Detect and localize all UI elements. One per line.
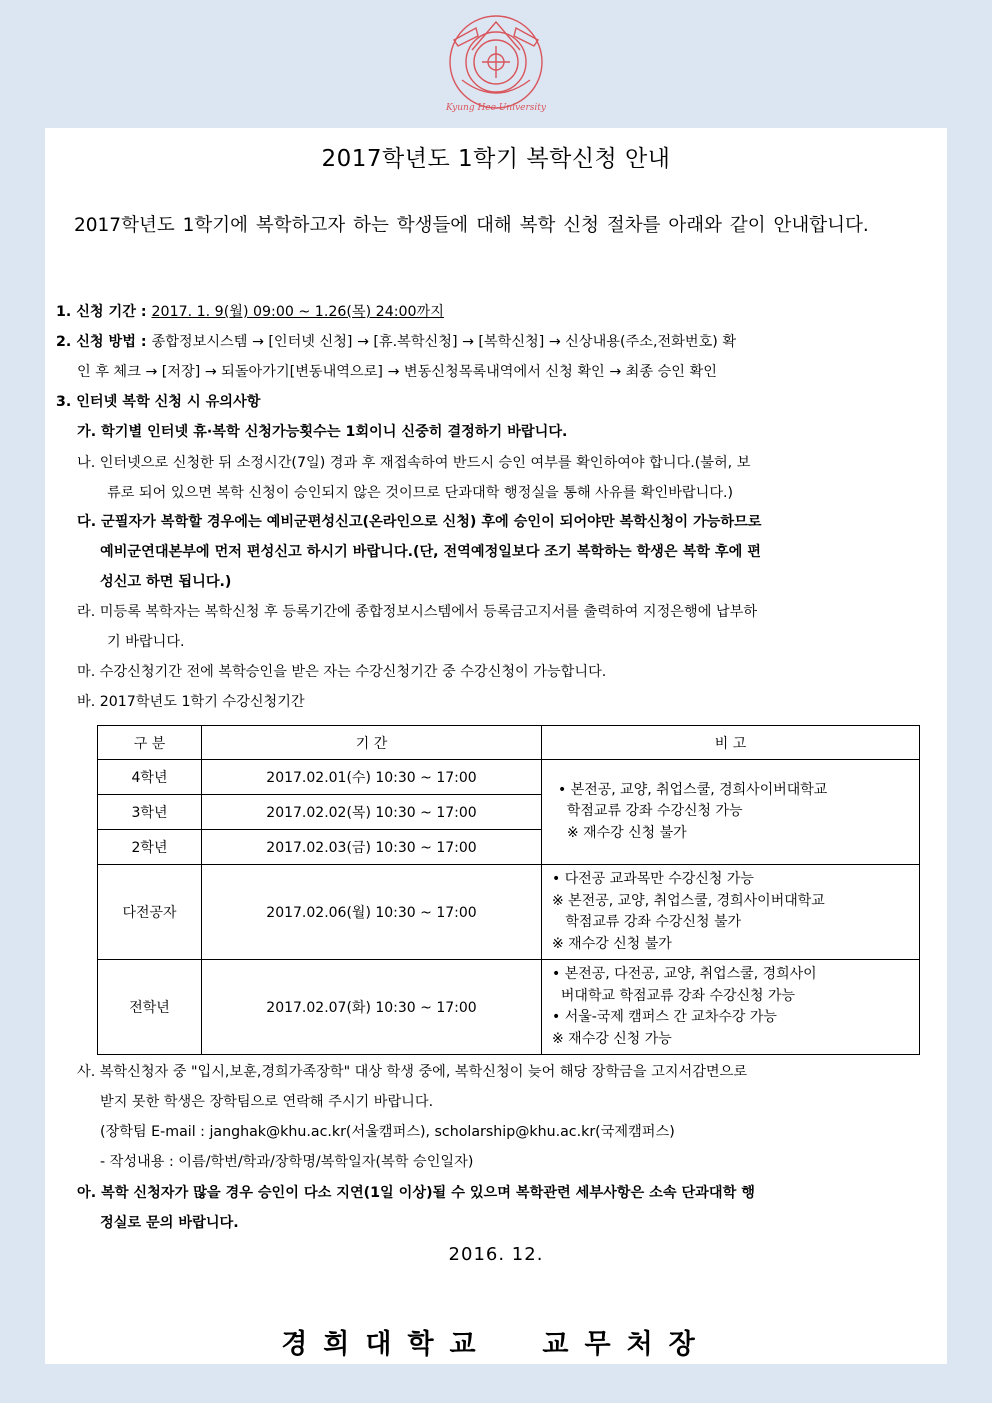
caution-da-3: 성신고 하면 됩니다.) <box>100 574 232 590</box>
caution-ma: 마. 수강신청기간 전에 복학승인을 받은 자는 수강신청기간 중 수강신청이 가능합니다. <box>77 664 607 680</box>
page-title: 2017학년도 1학기 복학신청 안내 <box>321 146 671 172</box>
method-line-1 <box>56 332 736 352</box>
caution-ra-1: 라. 미등록 복학자는 복학신청 후 등록기간에 종합정보시스템에서 등록금고지서를 출력하여 지정은행에 납부하 <box>77 604 758 620</box>
row-group: 4학년 <box>98 760 202 795</box>
caution-a-1: 아. 복학 신청자가 많을 경우 승인이 다소 지연(1일 이상)될 수 있으며 복학관련 세부사항은 소속 단과대학 행 <box>77 1185 755 1201</box>
caution-a-2: 정실로 문의 바랍니다. <box>100 1215 239 1231</box>
method-label: 2. 신청 방법 : <box>56 334 152 350</box>
note-line: 버대학교 학점교류 강좌 수강신청 가능 <box>552 987 796 1004</box>
row-group: 전학년 <box>98 960 202 1055</box>
notice-date: 2016. 12. <box>448 1244 544 1265</box>
table-header-row <box>98 726 920 760</box>
caution-ga: 가. 학기별 인터넷 휴·복학 신청가능횟수는 1회이니 신중히 결정하기 바랍니다. <box>77 424 568 440</box>
period-label: 1. 신청 기간 : <box>56 304 152 320</box>
header-group: 구 분 <box>98 726 202 760</box>
caution-na-1: 나. 인터넷으로 신청한 뒤 소정시간(7일) 경과 후 재접속하여 반드시 승인 여부를 확인하여야 합니다.(불허, 보 <box>77 455 751 471</box>
table-row <box>98 960 920 1055</box>
notes-multi-major <box>542 865 920 960</box>
intro-paragraph: 2017학년도 1학기에 복학하고자 하는 학생들에 대해 복학 신청 절차를 아래와 같이 안내합니다. <box>74 215 869 236</box>
caution-ra-2: 기 바랍니다. <box>107 634 185 650</box>
note-line: ※ 본전공, 교양, 취업스쿨, 경희사이버대학교 <box>552 892 825 909</box>
note-line: 학점교류 강좌 수강신청 가능 <box>558 803 743 820</box>
period-line <box>56 302 444 322</box>
row-period: 2017.02.03(금) 10:30 ~ 17:00 <box>202 830 542 865</box>
header-period: 기 간 <box>202 726 542 760</box>
note-line: 학점교류 강좌 수강신청 불가 <box>552 914 741 930</box>
note-line: • 서울-국제 캠퍼스 간 교차수강 가능 <box>552 1009 777 1025</box>
scholarship-content-line: - 작성내용 : 이름/학번/학과/장학명/복학일자(복학 승인일자) <box>100 1154 474 1170</box>
caution-na-2: 류로 되어 있으면 복학 신청이 승인되지 않은 것이므로 단과대학 행정실을 통해 사유를 확인바랍니다.) <box>107 485 734 501</box>
caution-sa-1: 사. 복학신청자 중 "입시,보훈,경희가족장학" 대상 학생 중에, 복학신청이 늦어 해당 장학금을 고지서감면으로 <box>77 1064 748 1080</box>
row-group: 다전공자 <box>98 865 202 960</box>
cautions-heading: 3. 인터넷 복학 신청 시 유의사항 <box>56 394 261 410</box>
row-period: 2017.02.06(월) 10:30 ~ 17:00 <box>202 865 542 960</box>
note-line: ※ 재수강 신청 불가 <box>552 935 672 952</box>
table-row <box>98 865 920 960</box>
registration-schedule-table <box>97 725 920 1055</box>
table-row <box>98 760 920 795</box>
notes-upper-grades <box>542 760 920 865</box>
row-group: 3학년 <box>98 795 202 830</box>
note-line: ※ 재수강 신청 불가 <box>558 824 687 841</box>
caution-ba: 바. 2017학년도 1학기 수강신청기간 <box>77 694 305 710</box>
notice-page <box>45 128 947 1364</box>
row-period: 2017.02.01(수) 10:30 ~ 17:00 <box>202 760 542 795</box>
signer-office: 경희대학교 교무처장 <box>281 1329 711 1360</box>
method-line-2: 인 후 체크 → [저장] → 되돌아가기[변동내역으로] → 변동신청목록내역에서 신청 확인 → 최종 승인 확인 <box>77 364 717 380</box>
note-line: • 본전공, 교양, 취업스쿨, 경희사이버대학교 <box>558 781 828 798</box>
svg-text:Kyung Hee University: Kyung Hee University <box>446 103 546 113</box>
header-notes: 비 고 <box>542 726 920 760</box>
method-text-1: 종합정보시스템 → [인터넷 신청] → [휴.복학신청] → [복학신청] → 신상내용(주소,전화번호) 확 <box>151 334 737 350</box>
note-line: • 본전공, 다전공, 교양, 취업스쿨, 경희사이 <box>552 966 817 982</box>
caution-sa-2: 받지 못한 학생은 장학팀으로 연락해 주시기 바랍니다. <box>100 1094 434 1110</box>
caution-da-1: 다. 군필자가 복학할 경우에는 예비군편성신고(온라인으로 신청) 후에 승인이 되어야만 복학신청이 가능하므로 <box>77 514 762 530</box>
note-line: ※ 재수강 신청 가능 <box>552 1030 672 1047</box>
university-seal-logo <box>432 10 560 118</box>
caution-da-2: 예비군연대본부에 먼저 편성신고 하시기 바랍니다.(단, 전역예정일보다 조기 복학하는 학생은 복학 후에 편 <box>100 544 761 560</box>
row-group: 2학년 <box>98 830 202 865</box>
row-period: 2017.02.07(화) 10:30 ~ 17:00 <box>202 960 542 1055</box>
scholarship-email-line: (장학팀 E-mail : janghak@khu.ac.kr(서울캠퍼스), scholarship@khu.ac.kr(국제캠퍼스) <box>100 1124 675 1140</box>
notes-all-grades <box>542 960 920 1055</box>
note-line: • 다전공 교과목만 수강신청 가능 <box>552 871 754 887</box>
period-value: 2017. 1. 9(월) 09:00 ~ 1.26(목) 24:00까지 <box>151 304 444 320</box>
row-period: 2017.02.02(목) 10:30 ~ 17:00 <box>202 795 542 830</box>
